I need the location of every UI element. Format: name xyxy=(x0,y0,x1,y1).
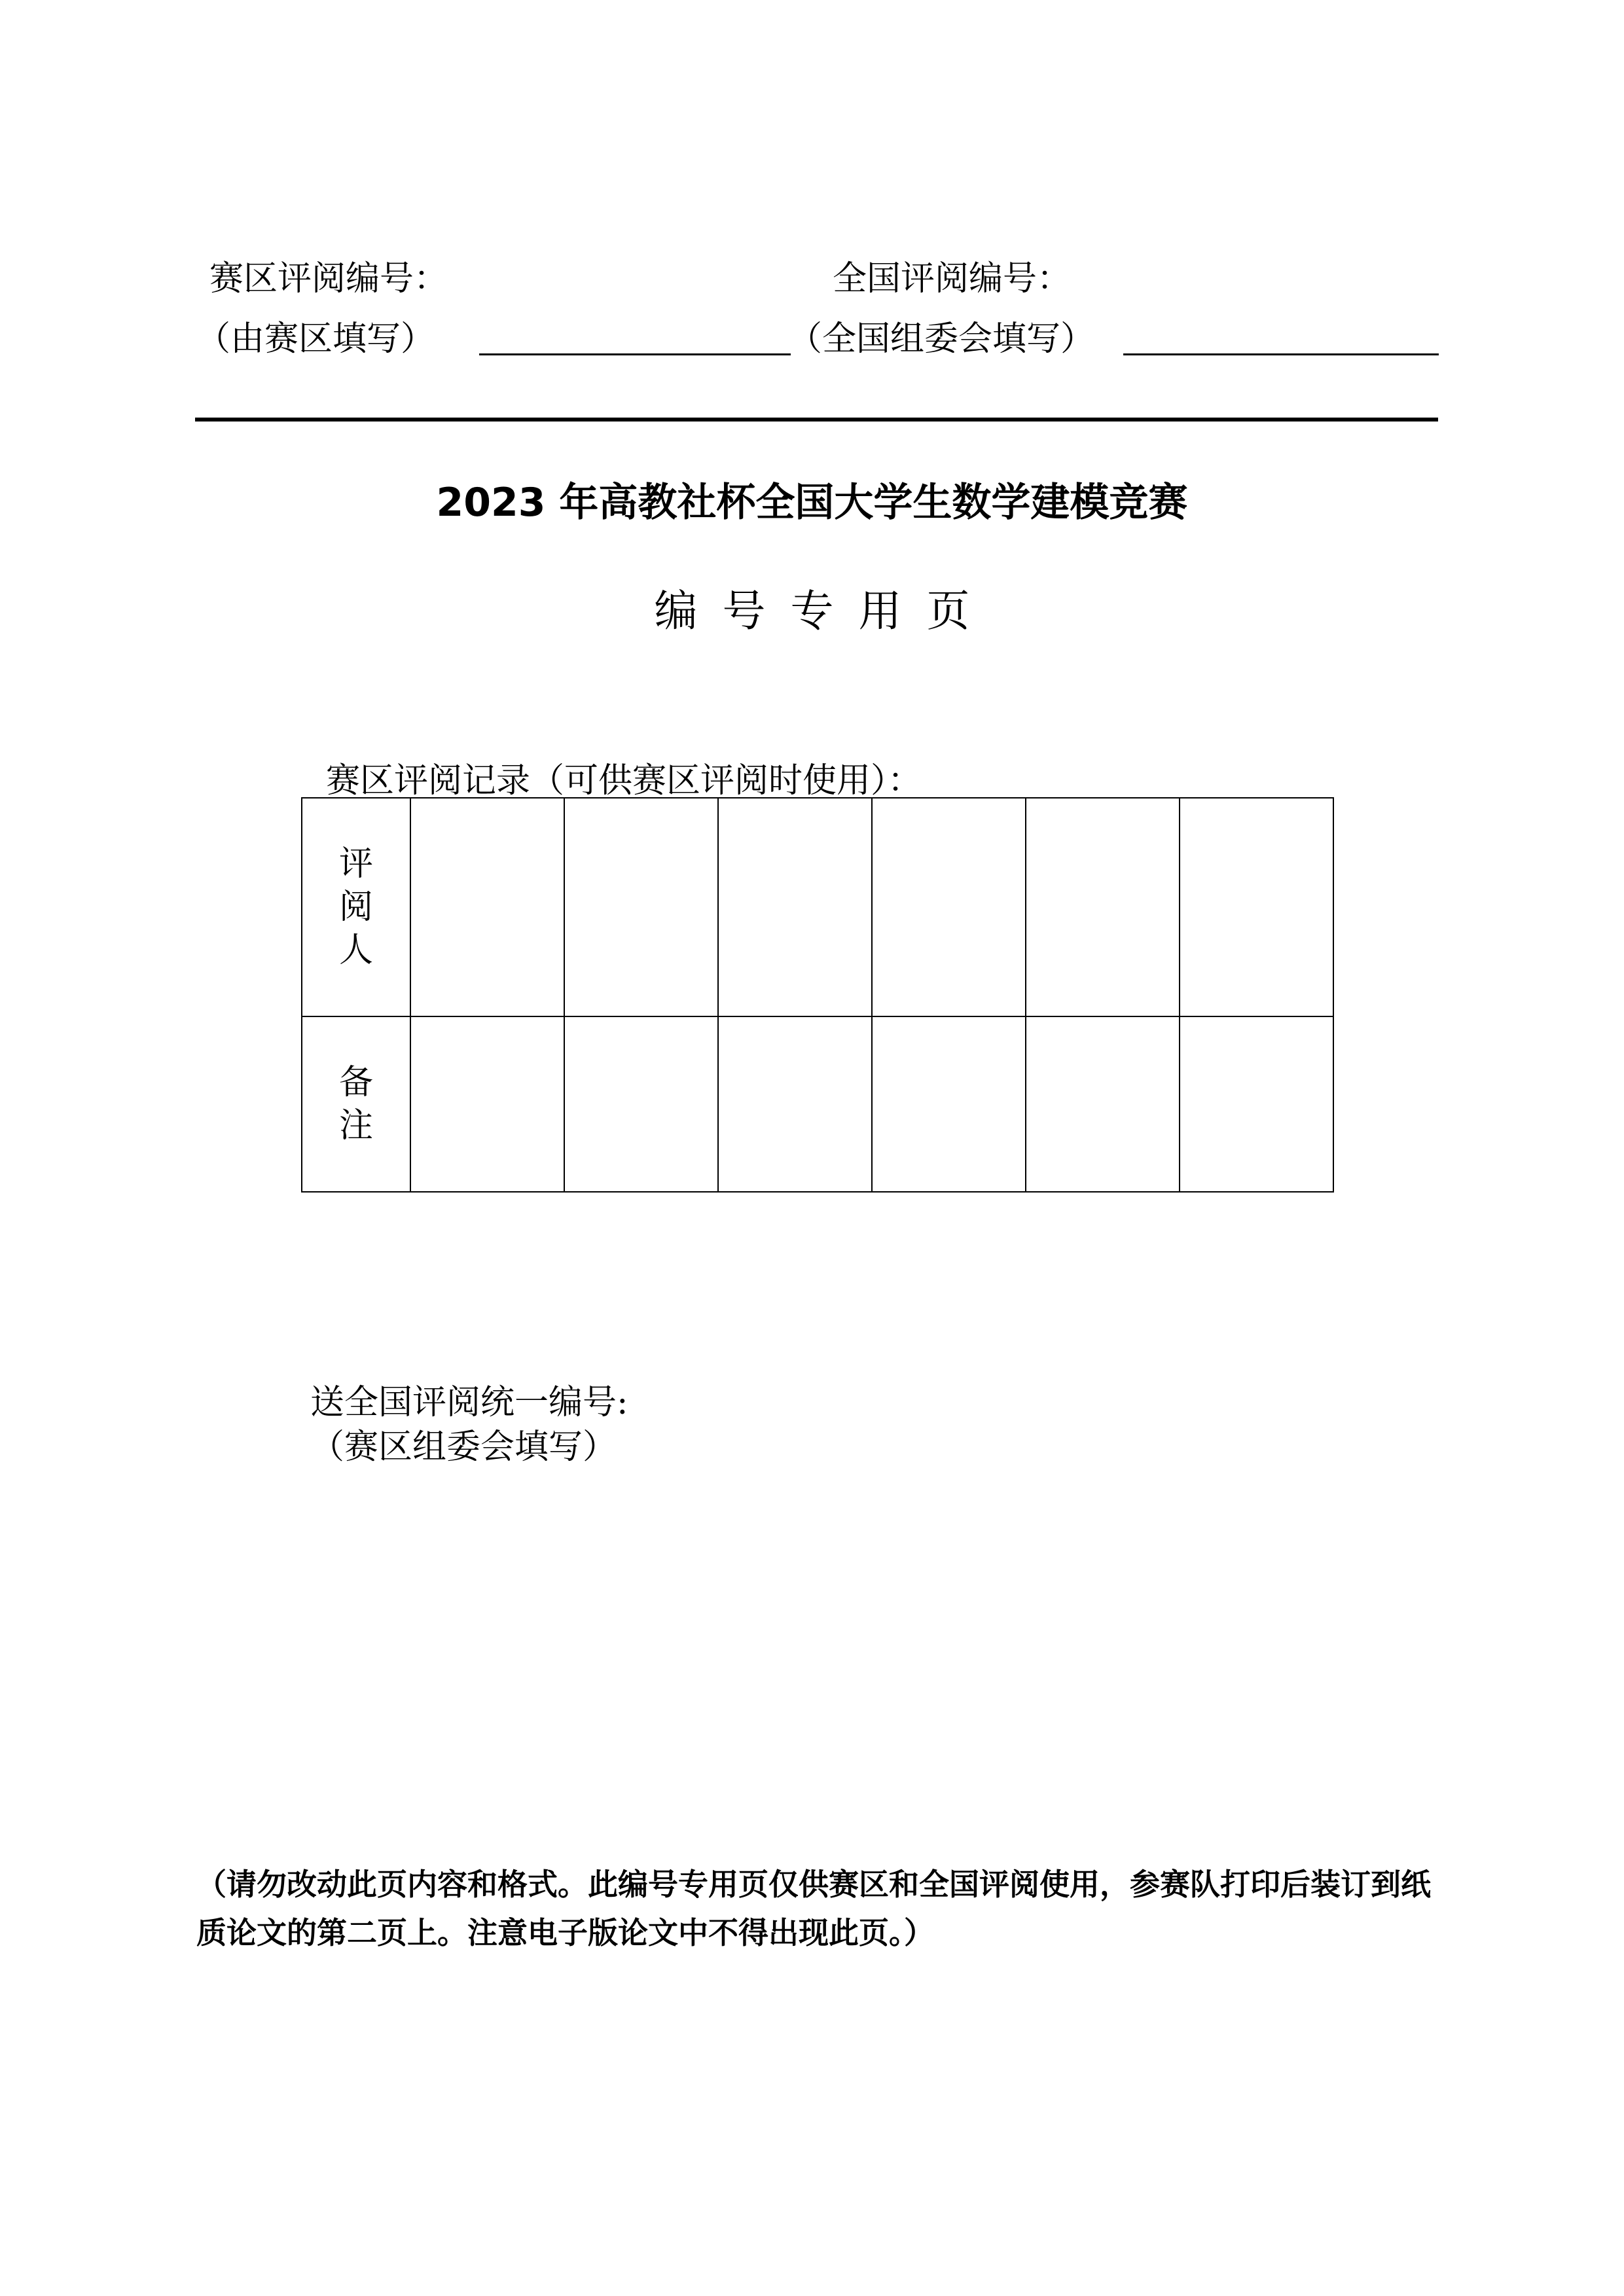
row-header-reviewer xyxy=(302,798,410,1016)
national-unified-number-note: （赛区组委会填写） xyxy=(310,1427,617,1467)
review-record-table xyxy=(301,797,1334,1193)
remarks-cell-1[interactable] xyxy=(410,1016,564,1192)
reviewer-label: 评阅人 xyxy=(338,844,373,970)
remarks-cell-2[interactable] xyxy=(564,1016,718,1192)
remarks-cell-4[interactable] xyxy=(872,1016,1026,1192)
reviewer-cell-3[interactable] xyxy=(718,798,872,1016)
national-unified-number-label: 送全国评阅统一编号: xyxy=(310,1383,628,1422)
header-divider xyxy=(195,418,1438,422)
reviewer-cell-1[interactable] xyxy=(410,798,564,1016)
national-review-number-label: 全国评阅编号： xyxy=(833,259,1072,298)
remarks-cell-3[interactable] xyxy=(718,1016,872,1192)
reviewer-cell-2[interactable] xyxy=(564,798,718,1016)
reviewer-cell-4[interactable] xyxy=(872,798,1026,1016)
page-subtitle: 编号专用页 xyxy=(654,586,995,636)
regional-review-number-label: 赛区评阅编号： xyxy=(209,259,448,298)
reviewer-cell-5[interactable] xyxy=(1026,798,1180,1016)
table-row-reviewer xyxy=(302,798,1333,1016)
review-record-label: 赛区评阅记录（可供赛区评阅时使用）： xyxy=(326,761,922,800)
regional-review-number-note: （由赛区填写） xyxy=(196,319,435,359)
remarks-cell-5[interactable] xyxy=(1026,1016,1180,1192)
regional-review-number-field[interactable] xyxy=(479,353,791,355)
national-review-number-field[interactable] xyxy=(1123,353,1439,355)
remarks-label: 备注 xyxy=(338,1063,373,1145)
reviewer-cell-6[interactable] xyxy=(1180,798,1333,1016)
row-header-remarks xyxy=(302,1016,410,1192)
table-row-remarks xyxy=(302,1016,1333,1192)
competition-title: 2023 年高教社杯全国大学生数学建模竞赛 xyxy=(436,480,1188,526)
national-review-number-note: （全国组委会填写） xyxy=(788,319,1095,359)
remarks-cell-6[interactable] xyxy=(1180,1016,1333,1192)
usage-notice: （请勿改动此页内容和格式。此编号专用页仅供赛区和全国评阅使用，参赛队打印后装订到纸质论文的第二页上。注意电子版论文中不得出现此页。） xyxy=(196,1867,1431,1950)
